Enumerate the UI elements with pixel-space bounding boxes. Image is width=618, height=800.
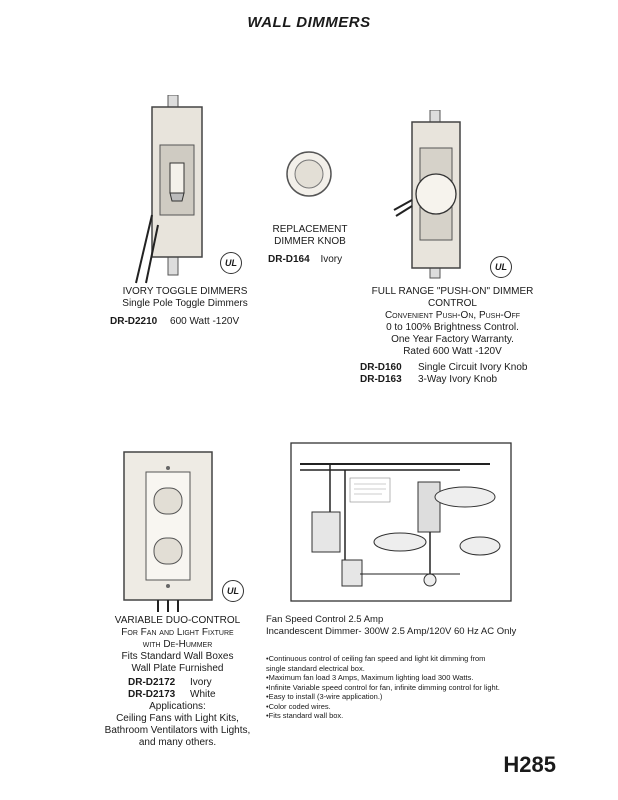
pushon-model: DR-D163 [360,374,402,385]
toggle-spec: 600 Watt -120V [170,316,240,327]
fan-bullet: •Infinite Variable speed control for fan, infinite dimming control for light. [266,682,500,692]
pushon-model-desc: 3-Way Ivory Knob [418,374,498,385]
pushon-title-line2: CONTROL [428,298,477,309]
wiring-diagram-image [290,442,512,602]
toggle-dimmer-image [130,95,230,285]
duo-line1: Fits Standard Wall Boxes [121,651,234,662]
duo-sub2: with De-Hummer [142,639,213,650]
fan-bullet: •Color coded wires. [266,701,331,711]
duo-model-desc: White [190,689,216,700]
duo-apps-label: Applications: [149,701,206,712]
fan-bullet: •Maximum fan load 3 Amps, Maximum lighting load 300 Watts. [266,673,474,682]
knob-model: DR-D164 [268,254,310,265]
duo-app3: and many others. [138,737,217,748]
fan-bullet: •Easy to install (3-wire application.) [266,692,383,701]
ul-listed-icon: UL [220,252,242,274]
pushon-line2: 0 to 100% Brightness Control. [386,322,519,333]
pushon-model-desc: Single Circuit Ivory Knob [418,362,528,373]
fan-bullet: •Fits standard wall box. [266,711,344,720]
duo-model: DR-D2173 [128,689,176,700]
fan-title: Fan Speed Control 2.5 Amp [266,614,384,625]
pushon-line4: Rated 600 Watt -120V [403,346,502,357]
toggle-title: IVORY TOGGLE DIMMERS [122,286,248,297]
duo-app2: Bathroom Ventilators with Lights, [104,725,251,736]
pushon-line3: One Year Factory Warranty. [391,334,514,345]
knob-title-line2: DIMMER KNOB [274,236,346,247]
page-number: H285 [503,752,556,777]
dimmer-knob-image [283,148,335,200]
fan-bullet: •Continuous control of ceiling fan speed and light kit dimming from [266,654,486,663]
ul-listed-icon: UL [490,256,512,278]
toggle-subtitle: Single Pole Toggle Dimmers [122,298,248,309]
duo-control-image [120,448,220,613]
fan-subtitle: Incandescent Dimmer- 300W 2.5 Amp/120V 60 Hz AC Only [266,626,517,637]
duo-sub1: For Fan and Light Fixture [121,627,234,638]
duo-app1: Ceiling Fans with Light Kits, [116,713,239,724]
duo-title: VARIABLE DUO-CONTROL [114,615,241,626]
duo-model-desc: Ivory [190,677,212,688]
pushon-line1: Convenient Push-On, Push-Off [384,310,521,321]
toggle-model: DR-D2210 [110,316,158,327]
pushon-title-line1: FULL RANGE "PUSH-ON" DIMMER [371,286,534,297]
pushon-model: DR-D160 [360,362,402,373]
page-title: WALL DIMMERS [247,14,371,31]
knob-spec: Ivory [320,254,343,265]
pushon-dimmer-image [390,110,490,280]
knob-title-line1: REPLACEMENT [272,224,348,235]
duo-model: DR-D2172 [128,677,176,688]
duo-line2: Wall Plate Furnished [131,663,224,674]
fan-bullet: single standard electrical box. [266,663,365,673]
ul-listed-icon: UL [222,580,244,602]
